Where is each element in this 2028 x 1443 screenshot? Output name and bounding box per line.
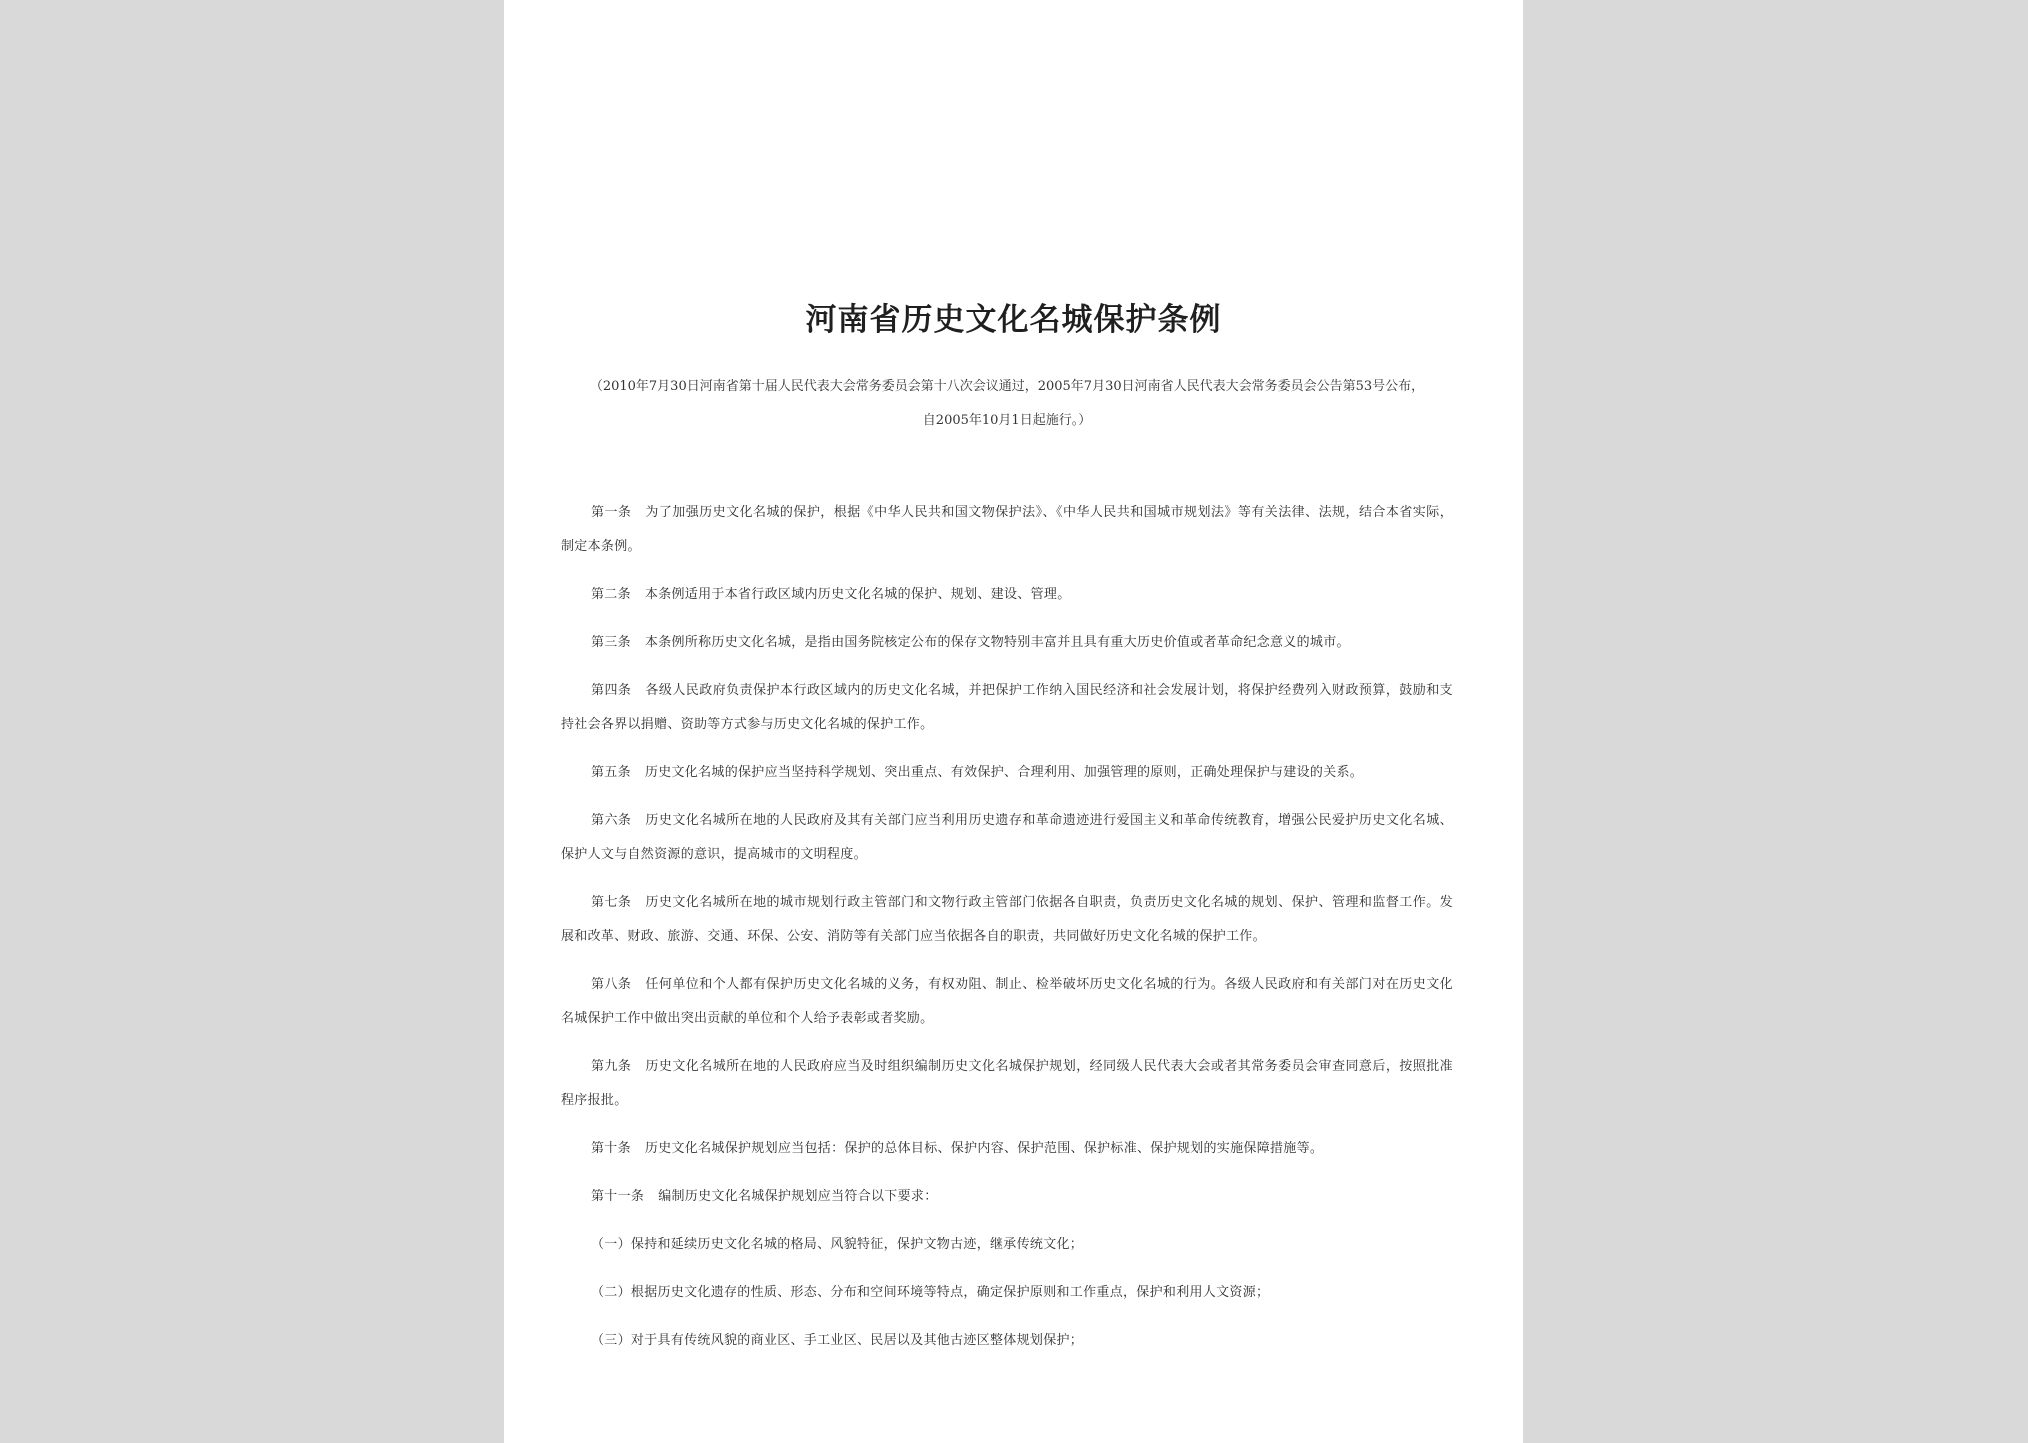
article-2 [561, 578, 1453, 612]
article-11 [561, 1180, 1453, 1214]
article-text: 历史文化名城保护规划应当包括：保护的总体目标、保护内容、保护范围、保护标准、保护规划的实施保障措施等。 [644, 1141, 1324, 1156]
article-text: 本条例所称历史文化名城，是指由国务院核定公布的保存文物特别丰富并且具有重大历史价值或者革命纪念意义的城市。 [644, 635, 1350, 650]
article-9 [561, 1050, 1453, 1118]
list-item-1: （一）保持和延续历史文化名城的格局、风貌特征，保护文物古迹，继承传统文化； [591, 1237, 1084, 1252]
article-text: 任何单位和个人都有保护历史文化名城的义务，有权劝阻、制止、检举破坏历史文化名城的行为。各级人民政府和有关部门对在历史文化名城保护工作中做出突出贡献的单位和个人给予表彰或者奖励。 [561, 977, 1453, 1026]
adoption-note-line-1: （2010年7月30日河南省第十届人民代表大会常务委员会第十八次会议通过，2005年7月30日河南省人民代表大会常务委员会公告第53号公布， [589, 379, 1425, 394]
article-label: 第二条 [591, 587, 631, 602]
article-label: 第七条 [591, 895, 632, 910]
article-text: 历史文化名城所在地的城市规划行政主管部门和文物行政主管部门依据各自职责，负责历史文化名城的规划、保护、管理和监督工作。发展和改革、财政、旅游、交通、环保、公安、消防等有关部门应当依据各自的职责，共同做好历史文化名城的保护工作。 [561, 895, 1453, 944]
article-text: 历史文化名城的保护应当坚持科学规划、突出重点、有效保护、合理利用、加强管理的原则，正确处理保护与建设的关系。 [644, 765, 1364, 780]
adoption-note-line-2: 自2005年10月1日起施行。） [922, 413, 1092, 428]
document-page [504, 0, 1523, 1443]
article-label: 第八条 [591, 977, 632, 992]
article-text: 本条例适用于本省行政区域内历史文化名城的保护、规划、建设、管理。 [644, 587, 1071, 602]
article-3 [561, 626, 1453, 660]
article-label: 第四条 [591, 683, 632, 698]
article-4 [561, 674, 1453, 742]
article-1 [561, 496, 1453, 564]
list-item-3: （三）对于具有传统风貌的商业区、手工业区、民居以及其他古迹区整体规划保护； [591, 1333, 1084, 1348]
article-text: 为了加强历史文化名城的保护，根据《中华人民共和国文物保护法》、《中华人民共和国城市规划法》等有关法律、法规，结合本省实际，制定本条例。 [561, 505, 1453, 554]
article-5 [561, 756, 1453, 790]
article-label: 第一条 [591, 505, 632, 520]
article-text: 历史文化名城所在地的人民政府应当及时组织编制历史文化名城保护规划，经同级人民代表大会或者其常务委员会审查同意后，按照批准程序报批。 [561, 1059, 1453, 1108]
article-8 [561, 968, 1453, 1036]
article-7 [561, 886, 1453, 954]
article-6 [561, 804, 1453, 872]
adoption-note [561, 370, 1453, 438]
article-label: 第十条 [591, 1141, 631, 1156]
page-title: 河南省历史文化名城保护条例 [805, 302, 1222, 338]
article-label: 第九条 [591, 1059, 632, 1074]
article-text: 各级人民政府负责保护本行政区域内的历史文化名城，并把保护工作纳入国民经济和社会发展计划，将保护经费列入财政预算，鼓励和支持社会各界以捐赠、资助等方式参与历史文化名城的保护工作。 [561, 683, 1453, 732]
article-label: 第十一条 [591, 1189, 645, 1204]
article-text: 编制历史文化名城保护规划应当符合以下要求： [658, 1189, 938, 1204]
article-label: 第六条 [591, 813, 632, 828]
article-10 [561, 1132, 1453, 1166]
article-text: 历史文化名城所在地的人民政府及其有关部门应当利用历史遗存和革命遗迹进行爱国主义和革命传统教育，增强公民爱护历史文化名城、保护人文与自然资源的意识，提高城市的文明程度。 [561, 813, 1453, 862]
list-item-2: （二）根据历史文化遗存的性质、形态、分布和空间环境等特点，确定保护原则和工作重点，保护和利用人文资源； [591, 1285, 1270, 1300]
article-label: 第五条 [591, 765, 631, 780]
article-label: 第三条 [591, 635, 631, 650]
document-body [561, 496, 1453, 1372]
